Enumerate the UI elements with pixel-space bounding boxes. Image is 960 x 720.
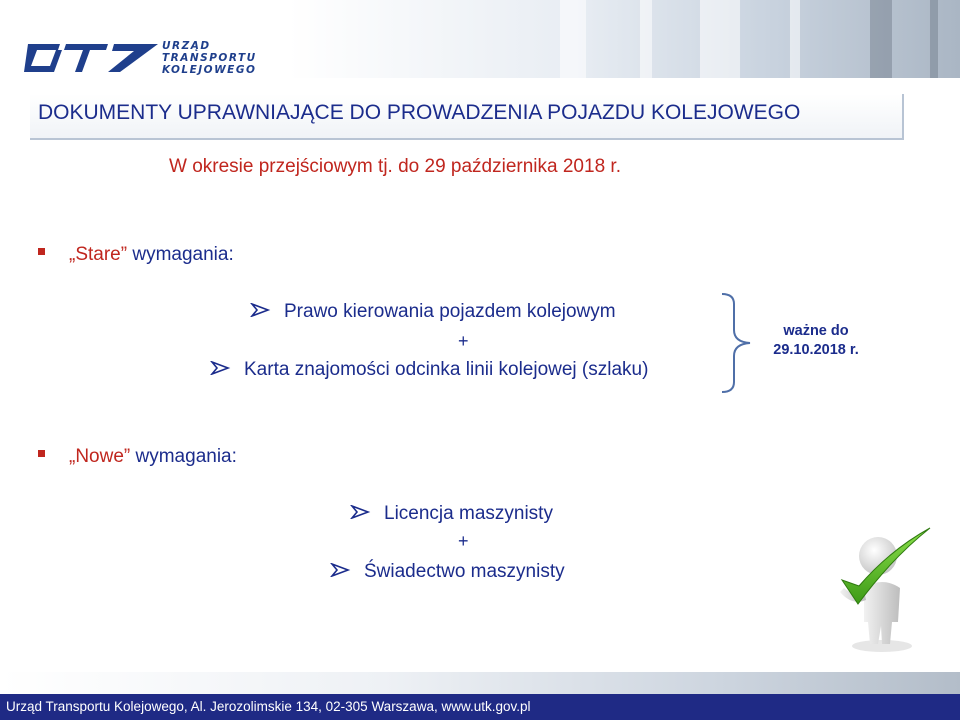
old-item-route-card [210, 359, 648, 381]
bottom-band [0, 672, 960, 694]
arrow-bullet-icon [210, 361, 232, 375]
new-requirements-heading [38, 446, 237, 468]
logo-text [162, 40, 257, 76]
old-item-license [250, 301, 616, 323]
subtitle: W okresie przejściowym tj. do 29 października 2018 r. [169, 156, 621, 177]
old-keyword [69, 244, 127, 265]
new-open-quote: „ [69, 446, 76, 467]
valid-label: ważne do [783, 323, 849, 339]
old-item-label: Karta znajomości odcinka linii kolejowej (szlaku) [244, 359, 649, 380]
new-keyword-text: Nowe [75, 446, 124, 467]
footer: Urząd Transportu Kolejowego, Al. Jerozolimskie 134, 02-305 Warszawa, www.utk.gov.pl [0, 694, 960, 720]
new-item-label: Świadectwo maszynisty [364, 561, 565, 582]
old-requirements-heading [38, 244, 234, 266]
arrow-bullet-icon [250, 303, 272, 317]
utk-logo [22, 38, 162, 76]
old-heading-rest: wymagania: [127, 244, 234, 265]
new-heading-rest: wymagania: [130, 446, 237, 467]
new-item-licence [350, 503, 553, 525]
old-item-label: Prawo kierowania pojazdem kolejowym [284, 301, 616, 322]
arrow-bullet-icon [350, 505, 372, 519]
bullet-square-icon [38, 248, 45, 255]
new-item-label: Licencja maszynisty [384, 503, 553, 524]
plus-sign: + [458, 531, 469, 551]
new-item-certificate [330, 561, 565, 583]
brace-icon [720, 292, 758, 394]
page-title: DOKUMENTY UPRAWNIAJĄCE DO PROWADZENIA POJAZDU KOLEJOWEGO [38, 101, 801, 124]
arrow-bullet-icon [330, 563, 352, 577]
new-close-quote: ” [123, 446, 131, 467]
old-open-quote: „ [69, 244, 76, 265]
valid-date: 29.10.2018 r. [773, 342, 859, 358]
plus-sign: + [458, 331, 469, 351]
person-checkmark-icon [812, 518, 952, 658]
new-keyword [69, 446, 130, 467]
bullet-square-icon [38, 450, 45, 457]
valid-until [760, 322, 872, 360]
old-keyword-text: Stare [75, 244, 121, 265]
old-close-quote: ” [120, 244, 128, 265]
logo-line-2: TRANSPORTU [162, 52, 257, 64]
logo-line-3: KOLEJOWEGO [162, 64, 257, 76]
logo-line-1: URZĄD [162, 40, 211, 52]
